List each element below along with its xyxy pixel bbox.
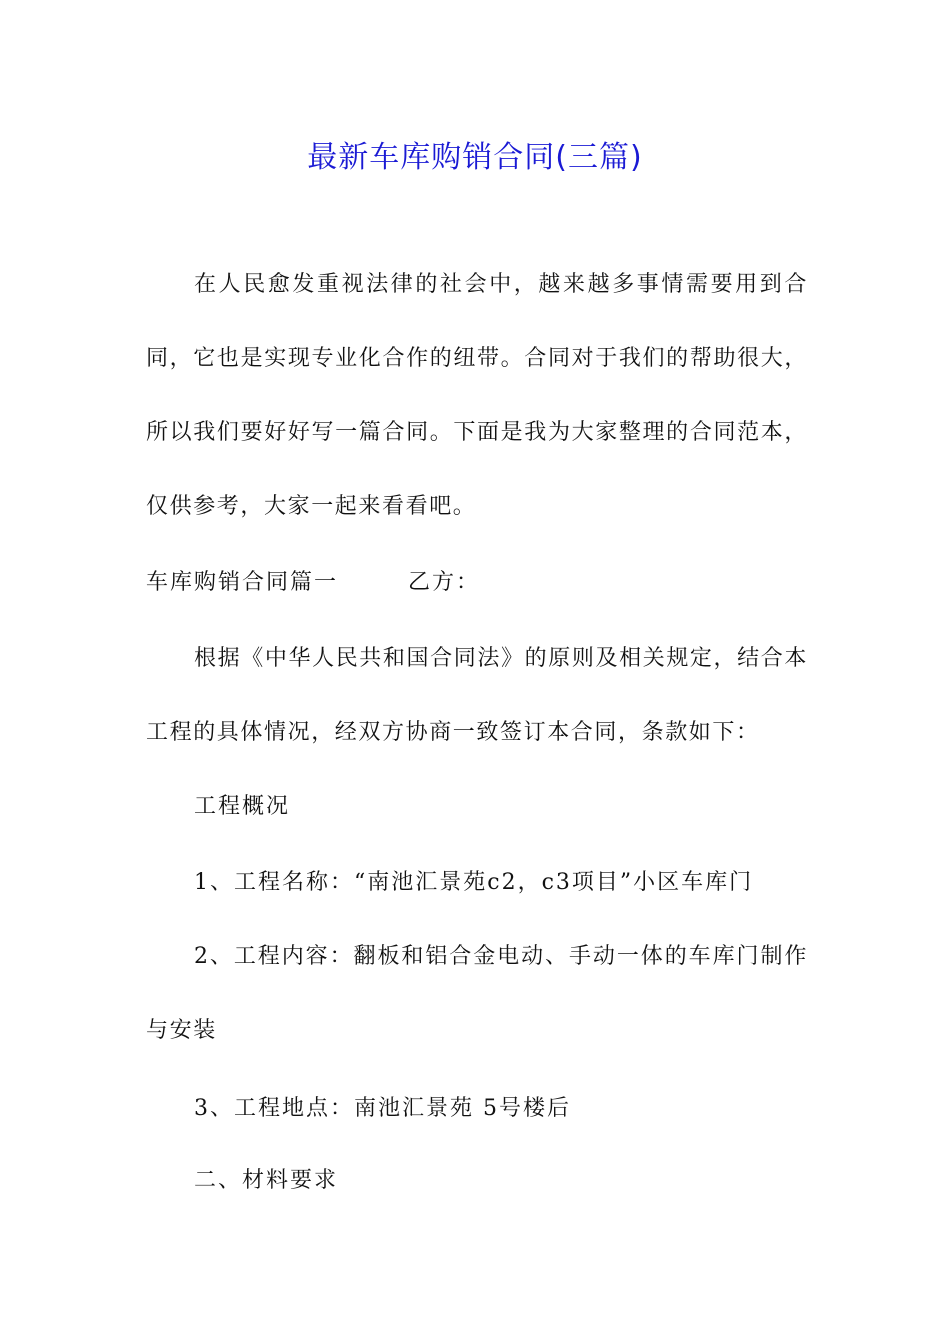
item-3: 3、工程地点：南池汇景苑 5号楼后 xyxy=(194,1096,571,1121)
materials-heading: 二、材料要求 xyxy=(194,1168,339,1193)
overview-heading: 工程概况 xyxy=(194,794,291,819)
basis-paragraph: 根据《中华人民共和国合同法》的原则及相关规定，结合本工程的具体情况，经双方协商一致签订本合同，条款如下： xyxy=(146,646,808,745)
section-heading: 车库购销合同篇一 xyxy=(146,570,339,595)
intro-paragraph: 在人民愈发重视法律的社会中，越来越多事情需要用到合同，它也是实现专业化合作的纽带。合同对于我们的帮助很大，所以我们要好好写一篇合同。下面是我为大家整理的合同范本，仅供参考，大家一起来看看吧。 xyxy=(146,272,808,519)
section-heading-line xyxy=(146,568,480,598)
document-title: 最新车库购销合同(三篇) xyxy=(307,140,643,175)
party-b-label: 乙方： xyxy=(408,570,481,595)
item-2: 2、工程内容：翻板和铝合金电动、手动一体的车库门制作与安装 xyxy=(146,944,808,1043)
item-1: 1、工程名称：“南池汇景苑c2，c3项目”小区车库门 xyxy=(194,870,754,895)
